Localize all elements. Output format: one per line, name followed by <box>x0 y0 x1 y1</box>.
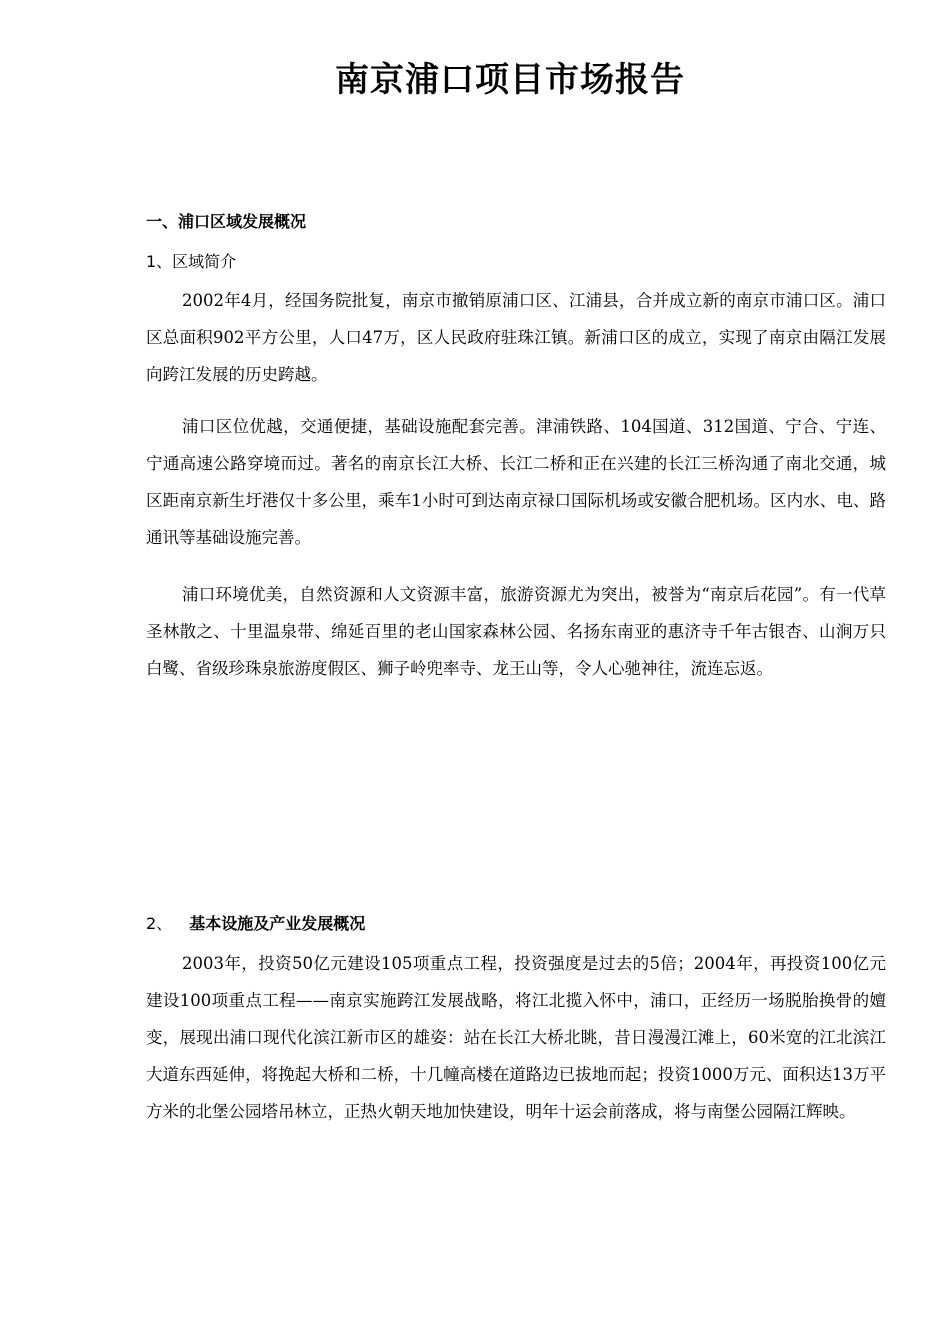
paragraph-environment: 浦口环境优美，自然资源和人文资源丰富，旅游资源尤为突出，被誉为“南京后花园”。有一代草圣林散之、十里温泉带、绵延百里的老山国家森林公园、名扬东南亚的惠济寺千年古银杏、山涧万只白鹭、省级珍珠泉旅游度假区、狮子岭兜率寺、龙王山等，令人心驰神往，流连忘返。 <box>146 585 886 678</box>
subsection-heading-1: 1、区域简介 <box>146 252 237 271</box>
paragraph-region-intro: 2002年4月，经国务院批复，南京市撤销原浦口区、江浦县，合并成立新的南京市浦口区。浦口区总面积902平方公里，人口47万，区人民政府驻珠江镇。新浦口区的成立，实现了南京由隔江发展向跨江发展的历史跨越。 <box>146 291 886 384</box>
subsection-heading-2 <box>146 912 365 936</box>
paragraph-infrastructure: 2003年，投资50亿元建设105项重点工程，投资强度是过去的5倍；2004年，再投资100亿元建设100项重点工程——南京实施跨江发展战略，将江北揽入怀中，浦口，正经历一场脱胎换骨的嬗变，展现出浦口现代化滨江新市区的雄姿：站在长江大桥北眺，昔日漫漫江滩上，60米宽的江北滨江大道东西延伸，将挽起大桥和二桥，十几幢高楼在道路边已拔地而起；投资1000万元、面积达13万平方米的北堡公园塔吊林立，正热火朝天地加快建设，明年十运会前落成，将与南堡公园隔江辉映。 <box>146 954 886 1121</box>
document-title: 南京浦口项目市场报告 <box>335 60 685 100</box>
subsection-title: 基本设施及产业发展概况 <box>189 914 366 933</box>
section-heading: 一、浦口区域发展概况 <box>146 212 307 231</box>
subsection-number: 2、 <box>146 914 173 933</box>
paragraph-transport: 浦口区位优越，交通便捷，基础设施配套完善。津浦铁路、104国道、312国道、宁合、宁连、宁通高速公路穿境而过。著名的南京长江大桥、长江二桥和正在兴建的长江三桥沟通了南北交通，城区距南京新生圩港仅十多公里，乘车1小时可到达南京禄口国际机场或安徽合肥机场。区内水、电、路通讯等基础设施完善。 <box>146 417 886 547</box>
